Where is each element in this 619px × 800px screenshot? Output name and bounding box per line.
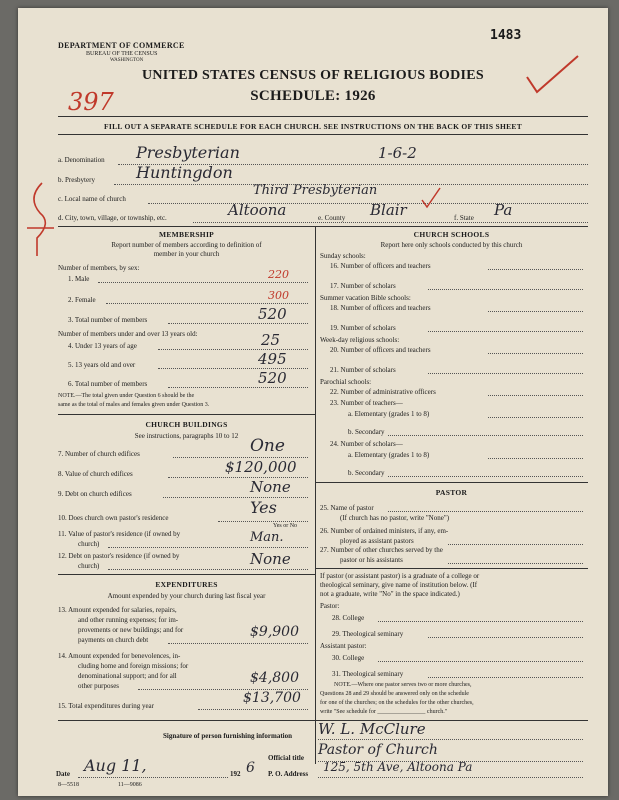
- edifices-debt-value: None: [250, 478, 291, 496]
- sunday-label: Sunday schools:: [320, 252, 366, 260]
- yes-no-label: Yes or No: [273, 523, 298, 529]
- pastor-note-4: write "See schedule for ________________ church.": [320, 709, 448, 715]
- q14-label-3: denominational support; and for all: [78, 672, 177, 680]
- q23b-label: b. Secondary: [348, 428, 385, 436]
- q26-label-1: 26. Number of ordained ministers, if any, em-: [320, 527, 449, 535]
- total-members-2-value: 520: [258, 369, 287, 387]
- expenditures-title: EXPENDITURES: [155, 580, 218, 589]
- membership-sub1: Report number of members according to definition of: [111, 241, 262, 249]
- bureau-label: BUREAU OF THE CENSUS: [86, 51, 158, 57]
- age-label: Number of members under and over 13 years old:: [58, 330, 198, 338]
- buildings-title: CHURCH BUILDINGS: [145, 420, 228, 429]
- residence-value-value: Man.: [250, 530, 284, 545]
- state-value: Pa: [494, 201, 513, 219]
- local-name-label: c. Local name of church: [58, 195, 126, 203]
- signature-value: W. L. McClure: [318, 720, 426, 738]
- signature-label: Signature of person furnishing information: [163, 732, 292, 740]
- date-value: Aug 11,: [84, 756, 147, 775]
- q25-label: 25. Name of pastor: [320, 504, 374, 512]
- pastor-title: PASTOR: [435, 488, 468, 497]
- edifices-value-value: $120,000: [225, 458, 297, 476]
- schools-sub: Report here only schools conducted by this church: [380, 241, 523, 249]
- pastor-note-3: for one of the churches; on the schedules for the other churches,: [320, 700, 474, 706]
- q29-label: 29. Theological seminary: [332, 630, 404, 638]
- city-label-field: d. City, town, village, or township, etc.: [58, 214, 167, 222]
- department-label: DEPARTMENT OF COMMERCE: [58, 41, 185, 50]
- form-code-1: 8—5518: [58, 782, 79, 788]
- q14-label-1: 14. Amount expended for benevolences, in-: [58, 652, 181, 660]
- edifices-debt-label: 9. Debt on church edifices: [58, 490, 132, 498]
- official-title-label: Official title: [268, 754, 304, 762]
- pastor-grad-3: not a graduate, write "No" in the space indicated.): [320, 590, 460, 598]
- residence-owned-label: 10. Does church own pastor's residence: [58, 514, 169, 522]
- year-prefix: 192: [230, 770, 241, 778]
- q16-label: 16. Number of officers and teachers: [330, 262, 431, 270]
- pastor-grad-1: If pastor (or assistant pastor) is a graduate of a college or: [320, 572, 480, 580]
- residence-value-label-2: church): [78, 540, 100, 548]
- q30-label: 30. College: [332, 654, 365, 662]
- city-value: Altoona: [228, 201, 287, 219]
- q22-label: 22. Number of administrative officers: [330, 388, 436, 396]
- q19-label: 19. Number of scholars: [330, 324, 396, 332]
- q21-label: 21. Number of scholars: [330, 366, 396, 374]
- pastor-grad-2: theological seminary, give name of institution below. (If: [320, 581, 478, 589]
- q28-label: 28. College: [332, 614, 365, 622]
- denomination-label: a. Denomination: [58, 156, 105, 164]
- q24a-label: a. Elementary (grades 1 to 8): [348, 451, 430, 459]
- buildings-sub: See instructions, paragraphs 10 to 12: [134, 432, 239, 440]
- membership-note-1: NOTE.—The total given under Question 6 should be the: [58, 393, 195, 399]
- presbytery-label: b. Presbytery: [58, 176, 95, 184]
- q23-label: 23. Number of teachers—: [330, 399, 403, 407]
- local-name-value: Third Presbyterian: [253, 183, 378, 198]
- edifices-count-label: 7. Number of church edifices: [58, 450, 140, 458]
- assistant-pastor-label: Assistant pastor:: [320, 642, 367, 650]
- under-13-value: 25: [261, 331, 281, 349]
- q14-value: $4,800: [250, 670, 299, 686]
- over-13-label: 5. 13 years old and over: [68, 361, 136, 369]
- q18-label: 18. Number of officers and teachers: [330, 304, 431, 312]
- expenditures-sub: Amount expended by your church during last fiscal year: [107, 592, 266, 600]
- county-value: Blair: [370, 201, 407, 219]
- by-sex-label: Number of members, by sex:: [58, 264, 140, 272]
- over-13-value: 495: [258, 350, 287, 368]
- po-address-value: 125, 5th Ave, Altoona Pa: [323, 760, 473, 774]
- q31-label: 31. Theological seminary: [332, 670, 404, 678]
- q13-label-3: provements or new buildings; and for: [78, 626, 184, 634]
- instruction-line: FILL OUT A SEPARATE SCHEDULE FOR EACH CHURCH. SEE INSTRUCTIONS ON THE BACK OF THIS SHEET: [103, 122, 523, 131]
- membership-sub2: member in your church: [153, 250, 220, 258]
- schools-title: CHURCH SCHOOLS: [413, 230, 490, 239]
- residence-debt-value: None: [250, 550, 291, 568]
- q27-label-2: pastor or his assistants: [340, 556, 403, 564]
- pastor-note-2: Questions 28 and 29 should be answered only on the schedule: [320, 691, 469, 697]
- q14-label-2: cluding home and foreign missions; for: [78, 662, 189, 670]
- total-members-value: 520: [258, 305, 287, 323]
- q14-label-4: other purposes: [78, 682, 120, 690]
- q13-label-1: 13. Amount expended for salaries, repairs,: [58, 606, 177, 614]
- q27-label-1: 27. Number of other churches served by the: [320, 546, 443, 554]
- q24b-label: b. Secondary: [348, 469, 385, 477]
- census-schedule-form: [18, 8, 608, 796]
- q17-label: 17. Number of scholars: [330, 282, 396, 290]
- total-members-label: 3. Total number of members: [68, 316, 148, 324]
- denomination-code: 1-6-2: [378, 144, 417, 162]
- checkmark-icon: [523, 52, 583, 107]
- handwritten-397: 397: [68, 88, 114, 116]
- q20-label: 20. Number of officers and teachers: [330, 346, 431, 354]
- parochial-label: Parochial schools:: [320, 378, 372, 386]
- q13-label-4: payments on church debt: [78, 636, 149, 644]
- margin-marks-icon: [22, 178, 62, 263]
- residence-debt-label-2: church): [78, 562, 100, 570]
- presbytery-value: Huntingdon: [136, 163, 233, 182]
- residence-owned-value: Yes: [250, 498, 277, 517]
- q15-label: 15. Total expenditures during year: [58, 702, 154, 710]
- form-code-2: 11—9086: [118, 782, 142, 788]
- female-label: 2. Female: [68, 296, 96, 304]
- q25-sub-label: (If church has no pastor, write "None"): [340, 514, 450, 522]
- summer-label: Summer vacation Bible schools:: [320, 294, 411, 302]
- male-label: 1. Male: [68, 275, 90, 283]
- form-title: UNITED STATES CENSUS OF RELIGIOUS BODIES: [141, 68, 484, 83]
- pastor-sub-label: Pastor:: [320, 602, 340, 610]
- q15-value: $13,700: [243, 690, 301, 706]
- residence-value-label-1: 11. Value of pastor's residence (if owned by: [58, 530, 181, 538]
- membership-note-2: same as the total of males and females given under Question 3.: [58, 402, 210, 408]
- q23a-label: a. Elementary (grades 1 to 8): [348, 410, 430, 418]
- weekday-label: Week-day religious schools:: [320, 336, 400, 344]
- form-number: 1483: [490, 28, 522, 43]
- checkmark-icon: [420, 186, 442, 215]
- residence-debt-label-1: 12. Debt on pastor's residence (if owned by: [58, 552, 180, 560]
- membership-title: MEMBERSHIP: [158, 230, 215, 239]
- edifices-count-value: One: [250, 436, 285, 456]
- city-label: WASHINGTON: [110, 58, 144, 63]
- q13-value: $9,900: [250, 624, 299, 640]
- edifices-value-label: 8. Value of church edifices: [58, 470, 133, 478]
- under-13-label: 4. Under 13 years of age: [68, 342, 137, 350]
- q24-label: 24. Number of scholars—: [330, 440, 403, 448]
- county-label: e. County: [318, 214, 346, 222]
- male-value: 220: [268, 268, 289, 281]
- official-title-value: Pastor of Church: [318, 742, 438, 758]
- po-address-label: P. O. Address: [268, 770, 309, 778]
- pastor-note-1: NOTE.—Where one pastor serves two or more churches,: [334, 682, 472, 688]
- year-value: 6: [246, 760, 255, 776]
- total-members-2-label: 6. Total number of members: [68, 380, 148, 388]
- state-label: f. State: [454, 214, 474, 222]
- q13-label-2: and other running expenses; for im-: [78, 616, 179, 624]
- female-value: 300: [268, 289, 289, 302]
- schedule-title: SCHEDULE: 1926: [250, 88, 376, 104]
- date-label: Date: [56, 770, 70, 778]
- q26-label-2: ployed as assistant pastors: [340, 537, 414, 545]
- denomination-value: Presbyterian: [136, 143, 240, 162]
